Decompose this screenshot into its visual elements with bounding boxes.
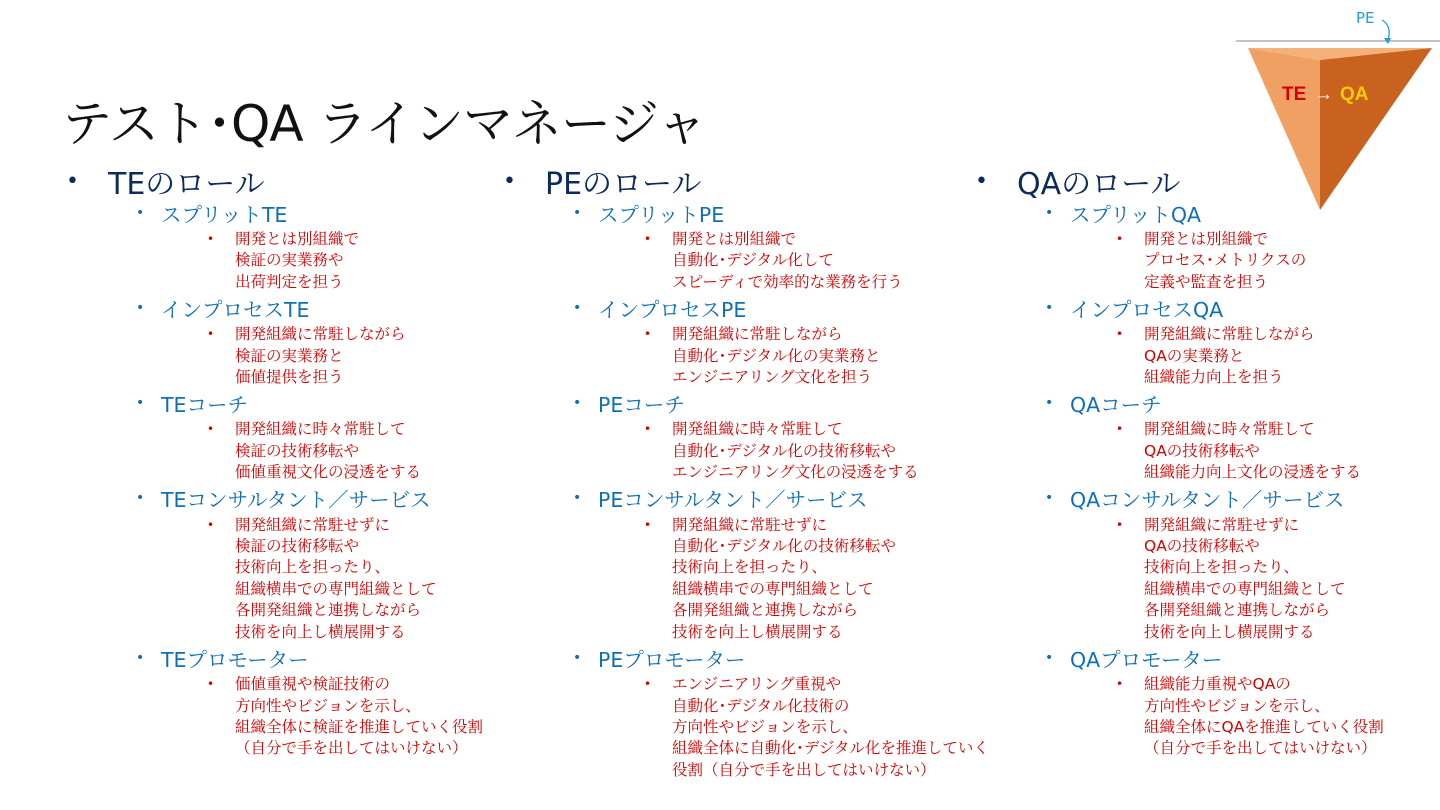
bullet-icon: • (66, 168, 79, 194)
sub-role-heading (503, 645, 989, 670)
sub-role-description (644, 674, 989, 781)
description-line: 開発組織に時々常駐して (672, 420, 843, 439)
description-line: QAの技術移転や (1144, 537, 1260, 556)
description-line: 技術向上を担ったり、 (1144, 558, 1300, 577)
description-line: 自動化･デジタル化の技術移転や (672, 441, 896, 460)
description-line: QAの技術移転や (1144, 441, 1260, 460)
te-role-column (66, 162, 483, 762)
bullet-icon: • (1045, 490, 1054, 507)
bullet-icon: • (573, 394, 582, 411)
bullet-icon: • (573, 649, 582, 666)
description-line: 定義や監査を担う (1144, 272, 1269, 291)
bullet-icon: • (136, 299, 145, 316)
description-line: 価値重視文化の浸透をする (235, 463, 422, 482)
description-line: スピーディで効率的な業務を行う (672, 272, 903, 291)
description-line: 開発とは別組織で (235, 230, 360, 248)
bullet-icon: • (644, 422, 652, 437)
pe-pointer-line (1382, 20, 1389, 40)
sub-role-heading (975, 645, 1384, 670)
description-line: 開発組織に常駐しながら (1144, 325, 1315, 344)
sub-role-title: PEコンサルタント／サービス (598, 488, 868, 513)
description-line: 開発組織に常駐せずに (235, 515, 391, 534)
description-line: 検証の技術移転や (235, 441, 360, 460)
qa-label: QA (1340, 84, 1369, 105)
role-heading (66, 162, 483, 200)
description-line: 技術を向上し横展開する (1144, 622, 1315, 641)
description-line: 自動化･デジタル化技術の (672, 696, 850, 715)
description-line: 技術向上を担ったり、 (672, 558, 828, 577)
sub-role-heading (975, 390, 1384, 415)
sub-role-description (207, 674, 484, 760)
description-line: 開発組織に常駐せずに (672, 515, 828, 534)
description-line: 組織全体に検証を推進していく役割 (235, 717, 484, 736)
bullet-icon: • (1116, 517, 1124, 532)
bullet-icon: • (1045, 394, 1054, 411)
sub-role-heading (975, 200, 1384, 225)
sub-role-title: インプロセスQA (1070, 297, 1224, 322)
bullet-icon: • (1045, 204, 1054, 221)
bullet-icon: • (573, 299, 582, 316)
bullet-icon: • (207, 422, 215, 437)
bullet-icon: • (1116, 677, 1124, 692)
description-line: 方向性やビジョンを示し、 (235, 696, 421, 715)
sub-role-heading (503, 486, 989, 511)
sub-role-description (207, 419, 483, 483)
sub-role-heading (503, 200, 989, 225)
sub-role-description (207, 324, 483, 388)
description-line: 開発組織に常駐せずに (1144, 515, 1300, 534)
description-line: 価値提供を担う (235, 368, 344, 387)
sub-role-description (1116, 515, 1384, 643)
sub-role-title: スプリットTE (161, 202, 288, 227)
bullet-icon: • (573, 490, 582, 507)
sub-role-description (1116, 324, 1384, 388)
bullet-icon: • (136, 204, 145, 221)
sub-role-title: インプロセスTE (161, 297, 310, 322)
sub-role-description (644, 229, 989, 293)
bullet-icon: • (207, 517, 215, 532)
sub-role-description (644, 324, 989, 388)
sub-role-description (1116, 229, 1384, 293)
sub-role-title: スプリットQA (1070, 202, 1202, 227)
description-line: （自分で手を出してはいけない） (1144, 739, 1377, 758)
description-line: 各開発組織と連携しながら (672, 601, 859, 620)
sub-role-title: PEプロモーター (598, 647, 746, 672)
description-line: 組織横串での専門組織として (1144, 579, 1346, 598)
role-heading (503, 162, 989, 200)
sub-role-title: スプリットPE (598, 202, 725, 227)
description-line: 開発組織に時々常駐して (235, 420, 406, 439)
bullet-icon: • (975, 168, 988, 194)
description-line: 検証の技術移転や (235, 537, 360, 556)
qa-role-column (975, 162, 1384, 762)
description-line: 各開発組織と連携しながら (235, 601, 422, 620)
description-line: 開発とは別組織で (672, 230, 797, 248)
sub-role-heading (66, 486, 483, 511)
description-line: 開発組織に時々常駐して (1144, 420, 1315, 439)
role-title: QAのロール (1017, 167, 1181, 202)
description-line: 組織全体にQAを推進していく役割 (1144, 717, 1384, 736)
description-line: 方向性やビジョンを示し、 (1144, 696, 1330, 715)
description-line: 自動化･デジタル化の実業務と (672, 346, 881, 365)
description-line: 組織全体に自動化･デジタル化を推進していく (672, 739, 989, 758)
sub-role-description (644, 419, 989, 483)
bullet-icon: • (136, 490, 145, 507)
bullet-icon: • (644, 677, 652, 692)
description-line: プロセス･メトリクスの (1144, 251, 1307, 270)
sub-role-heading (66, 200, 483, 225)
description-line: 価値重視や検証技術の (235, 675, 391, 694)
description-line: 組織能力重視やQAの (1144, 675, 1291, 694)
description-line: 自動化･デジタル化して (672, 251, 834, 270)
sub-role-description (207, 229, 483, 293)
sub-role-heading (66, 390, 483, 415)
bullet-icon: • (207, 232, 215, 246)
bullet-icon: • (136, 394, 145, 411)
description-line: エンジニアリング重視や (672, 675, 842, 694)
sub-role-heading (975, 295, 1384, 320)
sub-role-description (1116, 419, 1384, 483)
bullet-icon: • (644, 517, 652, 532)
pe-role-column (503, 162, 989, 783)
description-line: エンジニアリング文化を担う (672, 368, 873, 387)
te-label: TE (1282, 84, 1307, 105)
sub-role-title: TEコンサルタント／サービス (161, 488, 431, 513)
bullet-icon: • (503, 168, 516, 194)
description-line: 検証の実業務や (235, 251, 344, 270)
bullet-icon: • (644, 232, 652, 246)
slide-title: テスト･QA ラインマネージャ (62, 95, 706, 153)
description-line: 開発組織に常駐しながら (235, 325, 406, 344)
sub-role-heading (66, 645, 483, 670)
description-line: 役割（自分で手を出してはいけない） (672, 760, 936, 779)
bullet-icon: • (207, 677, 215, 692)
bullet-icon: • (207, 327, 215, 342)
description-line: 組織横串での専門組織として (672, 579, 874, 598)
bullet-icon: • (1045, 649, 1054, 666)
description-line: 自動化･デジタル化の技術移転や (672, 537, 896, 556)
bullet-icon: • (573, 204, 582, 221)
sub-role-title: QAコーチ (1070, 392, 1162, 417)
role-title: PEのロール (545, 167, 702, 202)
sub-role-title: インプロセスPE (598, 297, 747, 322)
bullet-icon: • (1045, 299, 1054, 316)
description-line: QAの実業務と (1144, 346, 1245, 365)
description-line: 開発組織に常駐しながら (672, 325, 843, 344)
sub-role-description (644, 515, 989, 643)
description-line: 開発とは別組織で (1144, 230, 1269, 248)
description-line: （自分で手を出してはいけない） (235, 739, 468, 758)
sub-role-title: TEコーチ (161, 392, 248, 417)
description-line: 技術を向上し横展開する (672, 622, 843, 641)
role-heading (975, 162, 1384, 200)
description-line: 技術向上を担ったり、 (235, 558, 391, 577)
description-line: 各開発組織と連携しながら (1144, 601, 1331, 620)
description-line: 組織能力向上文化の浸透をする (1144, 463, 1362, 482)
bullet-icon: • (1116, 422, 1124, 437)
sub-role-title: TEプロモーター (161, 647, 309, 672)
description-line: エンジニアリング文化の浸透をする (672, 463, 919, 482)
role-title: TEのロール (108, 167, 265, 202)
sub-role-title: PEコーチ (598, 392, 685, 417)
bullet-icon: • (136, 649, 145, 666)
description-line: 方向性やビジョンを示し、 (672, 717, 858, 736)
description-line: 検証の実業務と (235, 346, 344, 365)
sub-role-description (207, 515, 483, 643)
description-line: 組織横串での専門組織として (235, 579, 437, 598)
description-line: 組織能力向上を担う (1144, 368, 1284, 387)
bullet-icon: • (644, 327, 652, 342)
sub-role-heading (66, 295, 483, 320)
description-line: 出荷判定を担う (235, 272, 344, 291)
sub-role-heading (503, 390, 989, 415)
pe-label: PE (1356, 9, 1375, 27)
sub-role-title: QAコンサルタント／サービス (1070, 488, 1345, 513)
bullet-icon: • (1116, 327, 1124, 342)
sub-role-heading (975, 486, 1384, 511)
sub-role-title: QAプロモーター (1070, 647, 1223, 672)
right-arrow-icon: → (1314, 84, 1333, 105)
bullet-icon: • (1116, 232, 1124, 246)
sub-role-description (1116, 674, 1384, 760)
sub-role-heading (503, 295, 989, 320)
description-line: 技術を向上し横展開する (235, 622, 406, 641)
